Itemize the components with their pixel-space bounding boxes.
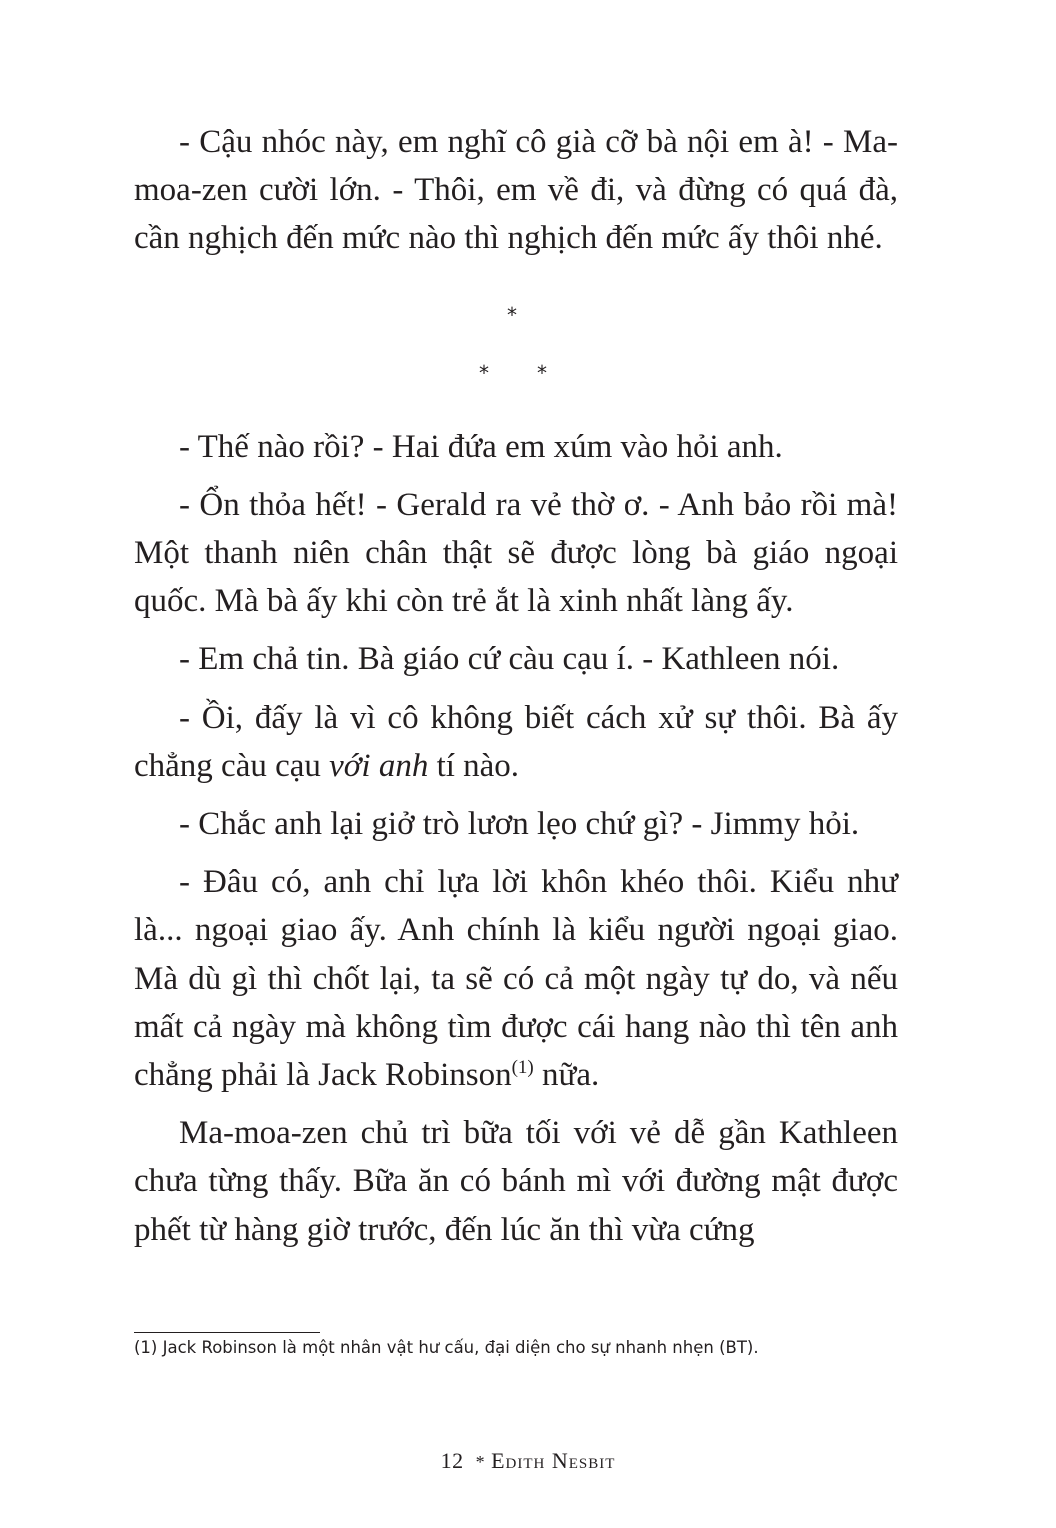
paragraph-5-text: - Ồi, đấy là vì cô không biết cách xử sự thôi. Bà ấy chẳng càu cạu bbox=[134, 699, 898, 784]
paragraph-6: - Chắc anh lại giở trò lươn lẹo chứ gì? - Jimmy hỏi. bbox=[179, 806, 860, 843]
footnote-text: (1) Jack Robinson là một nhân vật hư cấu, đại diện cho sự nhanh nhẹn (BT). bbox=[134, 1338, 759, 1357]
author-name: Edith Nesbit bbox=[491, 1448, 616, 1473]
paragraph-8: Ma-moa-zen chủ trì bữa tối với vẻ dễ gần Kathleen chưa từng thấy. Bữa ăn có bánh mì với đường mật được phết từ hàng giờ trước, đến lúc ăn thì vừa cứng bbox=[134, 1115, 898, 1248]
paragraph-2: - Thế nào rồi? - Hai đứa em xúm vào hỏi anh. bbox=[179, 428, 783, 465]
separator-star-top: * bbox=[507, 302, 517, 327]
paragraph-7-text: - Đâu có, anh chỉ lựa lời khôn khéo thôi. Kiểu như là... ngoại giao ấy. Anh chính là kiểu người ngoại giao. Mà dù gì thì chốt lại, ta sẽ có cả một ngày tự do, và nếu mất cả ngày mà không tìm được cái hang nào thì tên anh chẳng phải là Jack Robinson bbox=[134, 864, 898, 1094]
paragraph-1: - Cậu nhóc này, em nghĩ cô già cỡ bà nội em à! - Ma-moa-zen cười lớn. - Thôi, em về đi, và đừng có quá đà, cần nghịch đến mức nào thì nghịch đến mức ấy thôi nhé. bbox=[134, 124, 898, 257]
paragraph-5-tail: tí nào. bbox=[428, 747, 520, 784]
paragraph-4: - Em chả tin. Bà giáo cứ càu cạu í. - Kathleen nói. bbox=[179, 641, 840, 678]
footnote-reference[interactable]: (1) bbox=[511, 1057, 534, 1079]
paragraph-5 bbox=[134, 694, 898, 790]
paragraph-7 bbox=[134, 858, 898, 1099]
page-footer bbox=[0, 1448, 1056, 1474]
paragraph-3: - Ổn thỏa hết! - Gerald ra vẻ thờ ơ. - Anh bảo rồi mà! Một thanh niên chân thật sẽ được lòng bà giáo ngoại quốc. Mà bà ấy khi còn trẻ ắt là xinh nhất làng ấy. bbox=[134, 486, 898, 620]
footnote-divider bbox=[134, 1332, 320, 1333]
footer-separator-star: * bbox=[475, 1452, 486, 1472]
body-text bbox=[134, 118, 898, 1254]
separator-star-left: * bbox=[479, 360, 489, 385]
paragraph-5-italic: với anh bbox=[329, 747, 429, 784]
separator-star-right: * bbox=[537, 360, 547, 385]
paragraph-7-tail: nữa. bbox=[533, 1057, 600, 1094]
section-separator bbox=[134, 263, 898, 423]
page-number: 12 bbox=[440, 1448, 464, 1473]
